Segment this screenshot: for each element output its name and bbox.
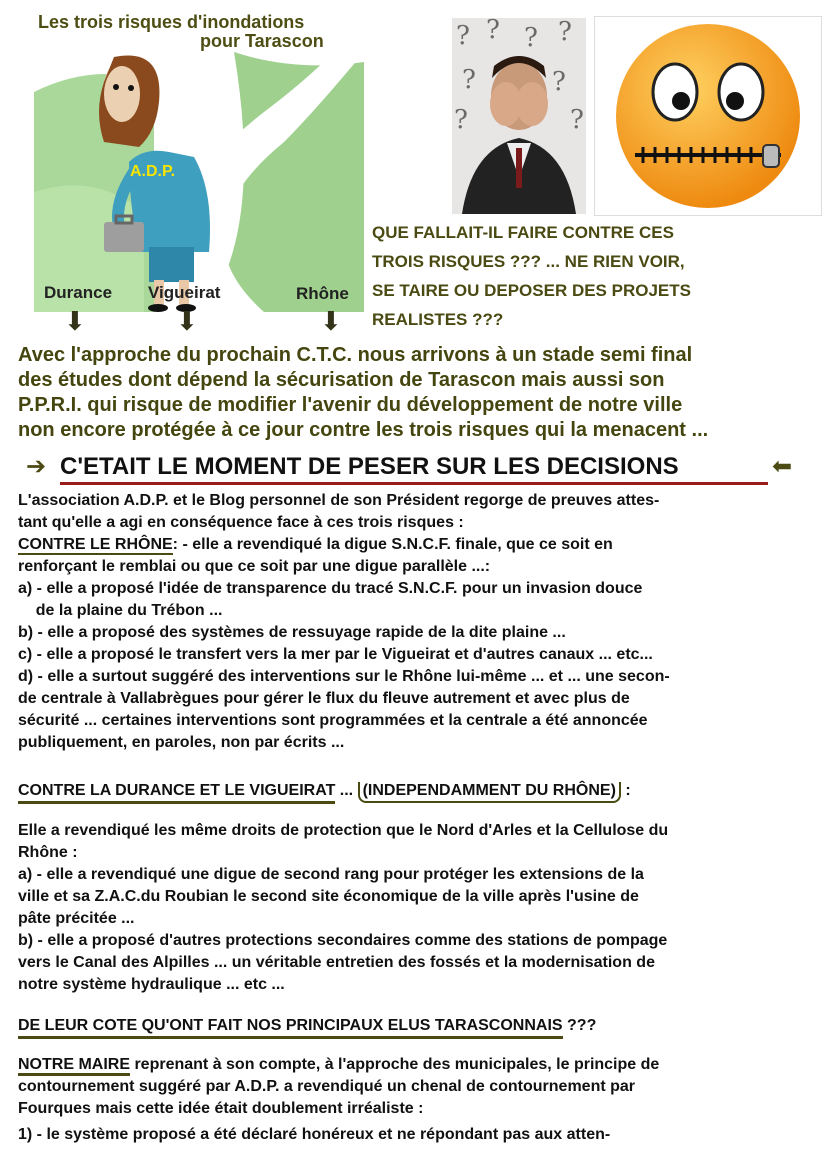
banner-underline [60,482,768,485]
down-arrow-icon: ⬇ [176,306,198,336]
title-line-1: Les trois risques d'inondations [38,12,305,32]
svg-text:?: ? [462,65,476,95]
down-arrow-icon: ⬇ [320,306,342,336]
rhone-section: CONTRE LE RHÔNE: - elle a revendiqué la digue S.N.C.F. finale, que ce soit en renforçant le remblai ou que ce soit par une digue parallèle ...: a) - elle a proposé l'idée de transparence du tracé S.N.C.F. pour un invasion douce de la plaine du Trébon ... b) - elle a proposé des systèmes de ressuyage rapide de la dite plaine ... c) - elle a proposé le transfert vers la mer par le Vigueirat et d'autres canaux ... etc... d) - elle a surtout suggéré des interventions sur le Rhône lui-même ... et ... une secon- de centrale à Vallabrègues pour gérer le flux du fleuve autrement et avec plus de sécurité ... certaines interventions sont programmées et la centrale a été annoncée publiquement, en paroles, non par écrits ... [18,536,670,751]
woman-illustration [34,52,364,312]
down-arrow-icon: ⬇ [64,306,86,336]
right-arrow-icon: ➔ [26,453,47,480]
banner [26,451,806,485]
svg-text:?: ? [558,18,572,47]
intro-paragraph: Avec l'approche du prochain C.T.C. nous arrivons à un stade semi final des études dont dépend la sécurisation de Tarascon mais aussi son P.P.R.I. qui risque de modifier l'avenir du développement de notre ville non encore protégée à ce jour contre les trois risques qui la menacent ... [18,344,709,441]
maire-section: NOTRE MAIRE reprenant à son compte, à l'approche des municipales, le principe de contournement suggéré par A.D.P. a revendiqué un chenal de contournement par Fourques mais cette idée était doublement irréaliste : 1) - le système proposé a été déclaré honéreux et ne répondant pas aux atten- [18,1056,660,1143]
durance-heading: CONTRE LA DURANCE ET LE VIGUEIRAT [18,782,335,804]
man-facepalm-photo [452,18,586,214]
river-label-durance: Durance [44,283,113,302]
river-label-vigueirat: Vigueirat [148,283,221,302]
maire-heading: NOTRE MAIRE [18,1056,130,1076]
title-line-2: pour Tarascon [200,31,324,51]
svg-text:?: ? [552,67,566,97]
adp-badge: A.D.P. [130,163,176,180]
durance-heading-row: CONTRE LA DURANCE ET LE VIGUEIRAT ... (INDEPENDAMMENT DU RHÔNE) : [18,780,826,802]
elus-heading-row: DE LEUR COTE QU'ONT FAIT NOS PRINCIPAUX ELUS TARASCONNAIS ??? [18,1015,826,1037]
svg-text:?: ? [524,23,538,53]
durance-section: Elle a revendiqué les même droits de protection que le Nord d'Arles et la Cellulose du Rhône : a) - elle a revendiqué une digue de second rang pour protéger les extensions de la ville et sa Z.A.C.du Roubian le second site économique de la ville après l'usine de pâte précitée ... b) - elle a proposé d'autres protections secondaires comme des stations de pompage vers le Canal des Alpilles ... un véritable entretien des fossés et la modernisation de notre système hydraulique ... etc ... [18,822,669,993]
banner-text: C'ETAIT LE MOMENT DE PESER SUR LES DECISIONS [60,453,679,480]
question-text: QUE FALLAIT-IL FAIRE CONTRE CES TROIS RISQUES ??? ... NE RIEN VOIR, SE TAIRE OU DEPOSER DES PROJETS REALISTES ??? [372,223,691,329]
left-arrow-icon: ⬅ [772,453,793,480]
svg-text:?: ? [486,18,500,45]
elus-heading: DE LEUR COTE QU'ONT FAIT NOS PRINCIPAUX ELUS TARASCONNAIS [18,1017,563,1039]
svg-text:?: ? [454,105,468,135]
svg-text:?: ? [570,105,584,135]
zipped-mouth-smiley [594,16,822,216]
rhone-heading: CONTRE LE RHÔNE [18,536,173,553]
adp-paragraph: L'association A.D.P. et le Blog personnel de son Président regorge de preuves attes- tant qu'elle a agi en conséquence face à ces trois risques : [18,492,660,531]
svg-text:?: ? [456,21,470,51]
independamment-heading: (INDEPENDAMMENT DU RHÔNE) [358,782,621,803]
river-label-rhone: Rhône [296,284,349,303]
